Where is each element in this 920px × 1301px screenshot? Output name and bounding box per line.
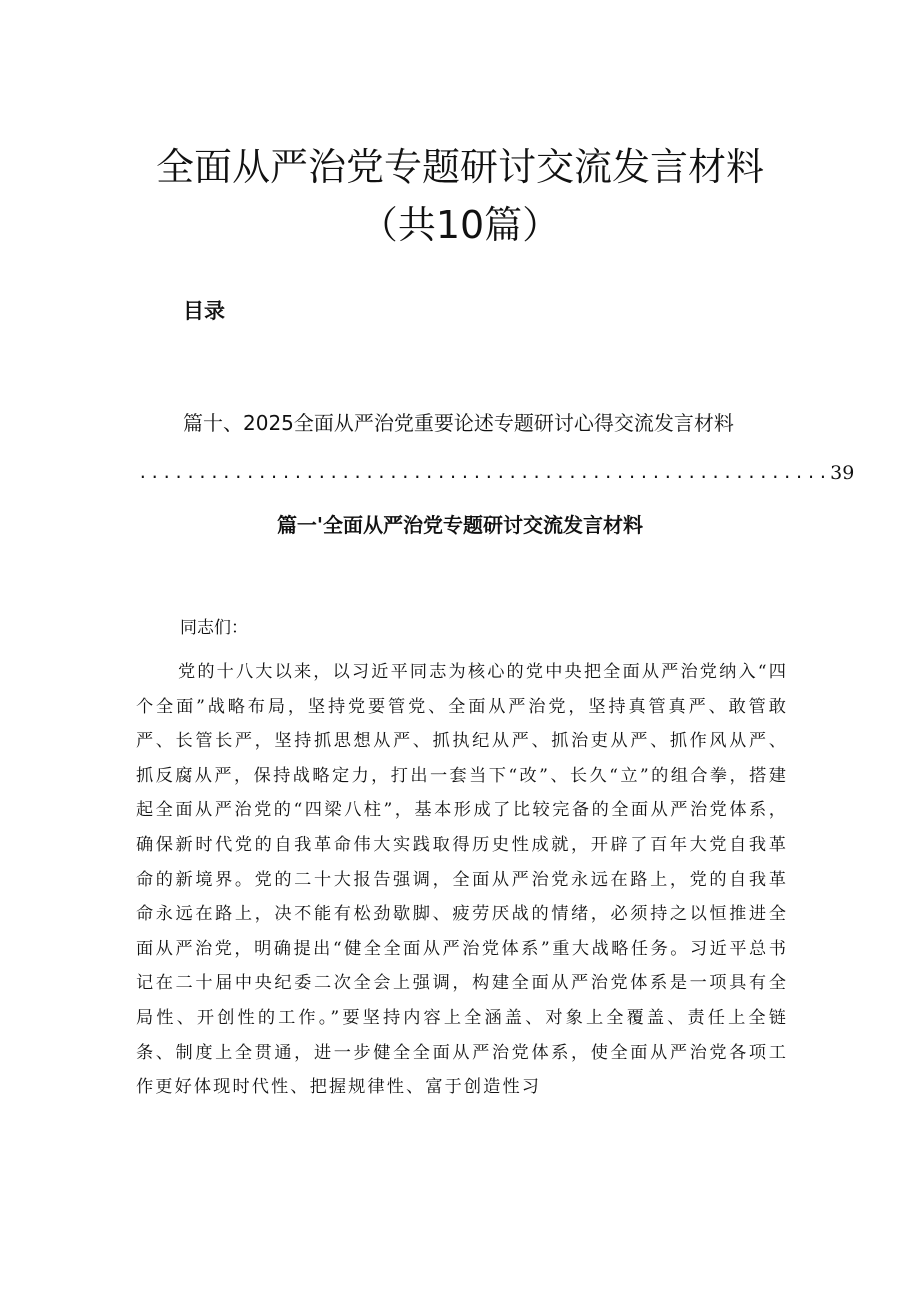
document-title: 全面从严治党专题研讨交流发言材料（共10篇） [155,145,764,247]
toc-entry-leader[interactable] [138,458,855,488]
salutation: 同志们： [180,618,248,638]
body-paragraph: 党的十八大以来，以习近平同志为核心的党中央把全面从严治党纳入“四个全面”战略布局，坚持党要管党、全面从严治党，坚持真管真严、敢管敢严、长管长严，坚持抓思想从严、抓执纪从严、抓治吏从严、抓作风从严、抓反腐从严，保持战略定力，打出一套当下“改”、长久“立”的组合拳，搭建起全面从严治党的“四梁八柱”，基本形成了比较完备的全面从严治党体系，确保新时代党的自我革命伟大实践取得历史性成就，开辟了百年大党自我革命的新境界。党的二十大报告强调，全面从严治党永远在路上，党的自我革命永远在路上，决不能有松劲歇脚、疲劳厌战的情绪，必须持之以恒推进全面从严治党，明确提出“健全全面从严治党体系”重大战略任务。习近平总书记在二十届中央纪委二次全会上强调，构建全面从严治党体系是一项具有全局性、开创性的工作。”要坚持内容上全涵盖、对象上全覆盖、责任上全链条、制度上全贯通，进一步健全全面从严治党体系，使全面从严治党各项工作更好体现时代性、把握规律性、富于创造性习 [136,662,788,1098]
toc-entry-label[interactable]: 篇十、2025全面从严治党重要论述专题研讨心得交流发言材料 [183,411,734,435]
toc-heading: 目录 [183,299,225,323]
section-title: 篇一'全面从严治党专题研讨交流发言材料 [276,513,644,537]
toc-page-number: 39 [830,462,855,484]
toc-dot-leader: .......................................................... [138,463,831,482]
